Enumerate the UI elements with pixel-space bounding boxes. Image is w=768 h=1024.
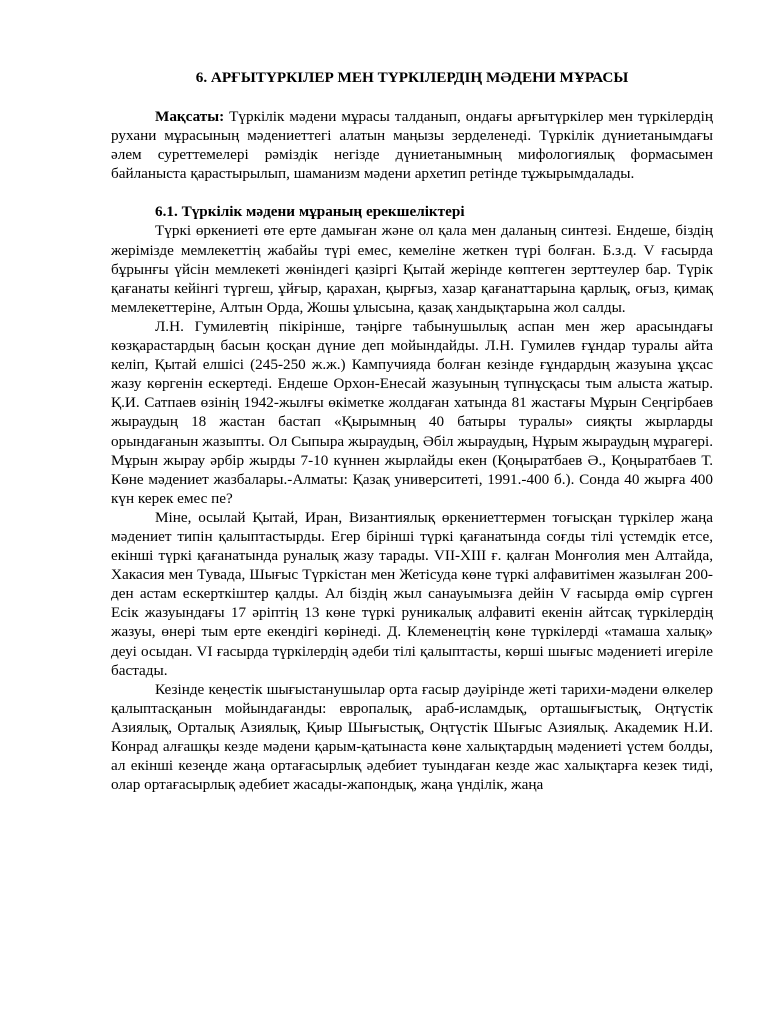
page-title: 6. АРҒЫТҮРКІЛЕР МЕН ТҮРКІЛЕРДІҢ МӘДЕНИ МҰРАСЫ: [195, 69, 629, 86]
purpose-text: Түркілік мәдени мұрасы талданып, ондағы арғытүркілер мен түркілердің рухани мұрасының мәдениеттегі алатын маңызы зерделенеді. Түркілік дүниетанымдағы әлем суреттемелері рәміздік негізде дүниетанымның мифологиялық формасымен байланыста қарастырылып, шаманизм мәдени архетип ретінде тұжырымдалады.: [111, 108, 713, 183]
body-paragraph-1: Түркі өркениеті өте ерте дамыған және ол қала мен даланың синтезі. Ендеше, біздің жерімізде мемлекеттің жабайы түрі емес, кемеліне жеткен түрі болған. Б.з.д. V ғасырда бұрынғы үйсін мемлекеті жөніндегі қазіргі Қытай жерінде көптеген зерттеулер бар. Түрік қағанаты кейінгі түргеш, ұйғыр, қарахан, қырғыз, хазар қағанаттарына қарлық, оғыз, қимақ мемлекеттеріне, Алтын Орда, Жошы ұлысына, қазақ хандықтарына жол салды.: [111, 222, 713, 316]
body-paragraph-3: Міне, осылай Қытай, Иран, Византиялық өркениеттермен тоғысқан түркілер жаңа мәдениет типін қалыптастырды. Егер бірінші түркі қағанатында соғды тілі үстемдік етсе, екінші түркі қағанатында руналық жазу тарады. VII-XIII ғ. қалған Монғолия мен Алтайда, Хакасия мен Тувада, Шығыс Түркістан мен Жетісуда көне түркі алфавитімен жазылған 200-ден астам ескерткіштер қалды. Ал біздің жыл санауымызға дейін V ғасырда өмір сүрген Есік жазуындағы 17 әріптің 13 көне түркі руникалық алфавиті екенін айтсақ түркілердің жазуы, өнері тым ерте екендігі көрінеді. Д. Клеменецтің көне түркілерді «тамаша халық» деуі осыдан. VI ғасырда түркілердің әдеби тілі қалыптасты, көрші шығыс мәдениеті игеріле бастады.: [111, 508, 713, 679]
purpose-label: Мақсаты:: [155, 108, 225, 125]
purpose-paragraph: [111, 107, 713, 183]
document-page: [111, 68, 713, 794]
body-paragraph-4: Кезінде кеңестік шығыстанушылар орта ғасыр дәуірінде жеті тарихи-мәдени өлкелер қалыптасқанын мойындағанды: европалық, араб-исламдық, орташығыстық, Оңтүстік Азиялық, Орталық Азиялық, Қиыр Шығыстық, Оңтүстік Шығыс Азиялық. Академик Н.И. Конрад алғашқы кезде мәдени қарым-қатынаста көне халықтардың мәдениеті үстем болды, ал екінші кезеңде жаңа ортағасырлық әдебиет туындаған кезде жас халықтарға кезек тиді, олар ортағасырлық әдебиет жасады-жапондық, жаңа үнділік, жаңа: [111, 680, 713, 794]
section-heading: 6.1. Түркілік мәдени мұраның ерекшеліктері: [155, 203, 465, 221]
body-paragraph-2: Л.Н. Гумилевтің пікірінше, тәңірге табынушылық аспан мен жер арасындағы көзқарастардың басын қосқан дүние деп мойындайды. Л.Н. Гумилев ғұндар туралы айта келіп, Қытай елшісі (245-250 ж.ж.) Кампучияда болған кезінде ғұндардың жазуына ұқсас жазу көргенін ескертеді. Ендеше Орхон-Енесай жазуының түпнұсқасы тым алыста жатыр. Қ.И. Сатпаев өзінің 1942-жылғы өкіметке жолдаған хатында 81 жастағы Мұрын Сеңгірбаев жыраудың 18 жастан бастап «Қырымның 40 батыры туралы» сияқты жырларды орындағанын жазыпты. Ол Сыпыра жыраудың, Әбіл жыраудың, Нұрым жыраудың мұрагері. Мұрын жырау әрбір жырды 7-10 күннен жырлайды екен (Қоңыратбаев Ә., Қоңыратбаев Т. Көне мәдениет жазбалары.-Алматы: Қазақ университеті, 1991.-400 б.). Сонда 40 жырға 400 күн керек емес пе?: [111, 317, 713, 507]
